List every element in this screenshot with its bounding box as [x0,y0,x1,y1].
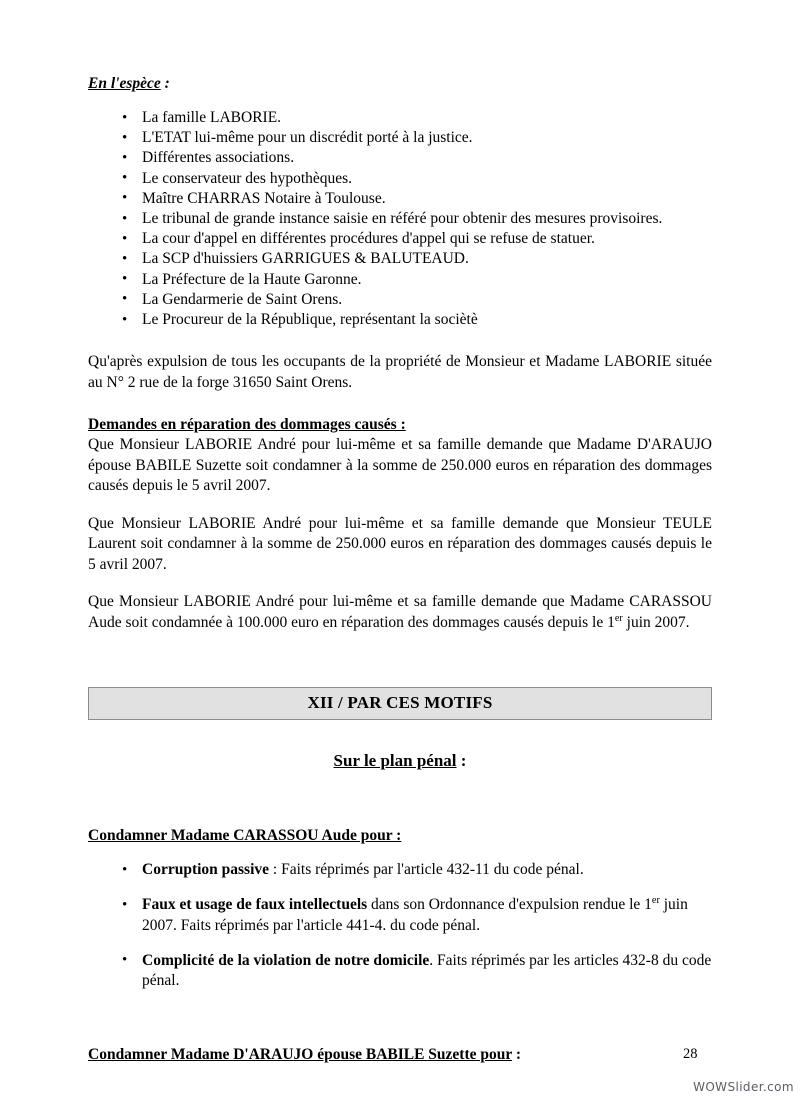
heading-condamner-daraujo-colon: : [511,1046,522,1064]
list-item [88,860,712,880]
charge-title: Faux et usage de faux intellectuels [142,896,368,914]
heading-condamner-daraujo-text: Condamner Madame D'ARAUJO épouse BABILE Suzette pour [88,1046,512,1064]
list-item: • Le tribunal de grande instance saisie en référé pour obtenir des mesures provisoires. [88,209,712,229]
page-number: 28 [683,1046,698,1062]
charge-detail-cont: juin 2007. Faits réprimés par l'article 441-4. du code pénal. [142,896,688,934]
heading-sur-le-plan-penal-text: Sur le plan pénal [333,751,457,771]
parties-list [88,108,712,330]
spacer [88,772,712,826]
spacer [88,330,712,352]
charge-detail: : Faits réprimés par l'article 432-11 du code pénal. [269,861,584,879]
heading-en-lespece-colon: : [160,75,170,92]
paragraph-demande-carassou [88,592,712,633]
heading-condamner-carassou: Condamner Madame CARASSOU Aude pour : [88,827,402,845]
charge-title: Corruption passive [142,861,270,879]
spacer [88,991,712,1045]
heading-en-lespece-text: En l'espèce [88,75,161,92]
list-item: • La famille LABORIE. [88,108,712,128]
paragraph-demande-carassou-part1: Que Monsieur LABORIE André pour lui-même et sa famille demande que Madame CARASSOU Aude soit condamnée à 100.000 euro en réparation des dommages causés depuis le 1 [88,593,712,631]
document-content [88,74,712,1065]
heading-demandes-reparation: Demandes en réparation des dommages causés : [88,416,406,434]
list-item: • Le conservateur des hypothèques. [88,169,712,189]
ordinal-suffix: er [614,612,623,624]
paragraph-demande-carassou-part2: juin 2007. [622,613,690,631]
watermark: WOWSlider.com [693,1080,794,1094]
heading-condamner-daraujo [88,1045,712,1065]
charges-list-carassou [88,860,712,991]
list-item: • La cour d'appel en différentes procédures d'appel qui se refuse de statuer. [88,229,712,249]
list-item: • Maître CHARRAS Notaire à Toulouse. [88,189,712,209]
list-item: • L'ETAT lui-même pour un discrédit porté à la justice. [88,128,712,148]
list-item: • La Gendarmerie de Saint Orens. [88,290,712,310]
paragraph-demande-teule: Que Monsieur LABORIE André pour lui-même et sa famille demande que Monsieur TEULE Laurent soit condamner à la somme de 250.000 euros en réparation des dommages causés depuis le 5 avril 2007. [88,514,712,573]
heading-en-lespece [88,74,712,94]
list-item: • La SCP d'huissiers GARRIGUES & BALUTEAUD. [88,249,712,269]
section-banner-par-ces-motifs: XII / PAR CES MOTIFS [88,687,712,720]
list-item [88,895,712,935]
ordinal-suffix: er [651,895,660,907]
spacer [88,846,712,860]
list-item [88,951,712,991]
spacer [88,633,712,687]
list-item: • Le Procureur de la République, représentant la sociètè [88,310,712,330]
charge-title: Complicité de la violation de notre domicile [142,951,430,969]
charge-detail: dans son Ordonnance d'expulsion rendue le 1 [367,896,652,914]
spacer [88,393,712,415]
list-item: • La Préfecture de la Haute Garonne. [88,270,712,290]
charge-detail: . Faits réprimés par les articles 432-8 du code pénal. [142,951,712,990]
paragraph-expulsion: Qu'après expulsion de tous les occupants de la propriété de Monsieur et Madame LABORIE située au N° 2 rue de la forge 31650 Saint Orens. [88,353,712,391]
heading-sur-le-plan-penal-colon: : [456,751,467,771]
paragraph-demande-daraujo: Que Monsieur LABORIE André pour lui-même et sa famille demande que Madame D'ARAUJO épouse BABILE Suzette soit condamner à la somme de 250.000 euros en réparation des dommages causés depuis le 5 avril 2007. [88,436,712,495]
spacer [88,720,712,750]
heading-sur-le-plan-penal [88,750,712,772]
list-item: • Différentes associations. [88,148,712,168]
